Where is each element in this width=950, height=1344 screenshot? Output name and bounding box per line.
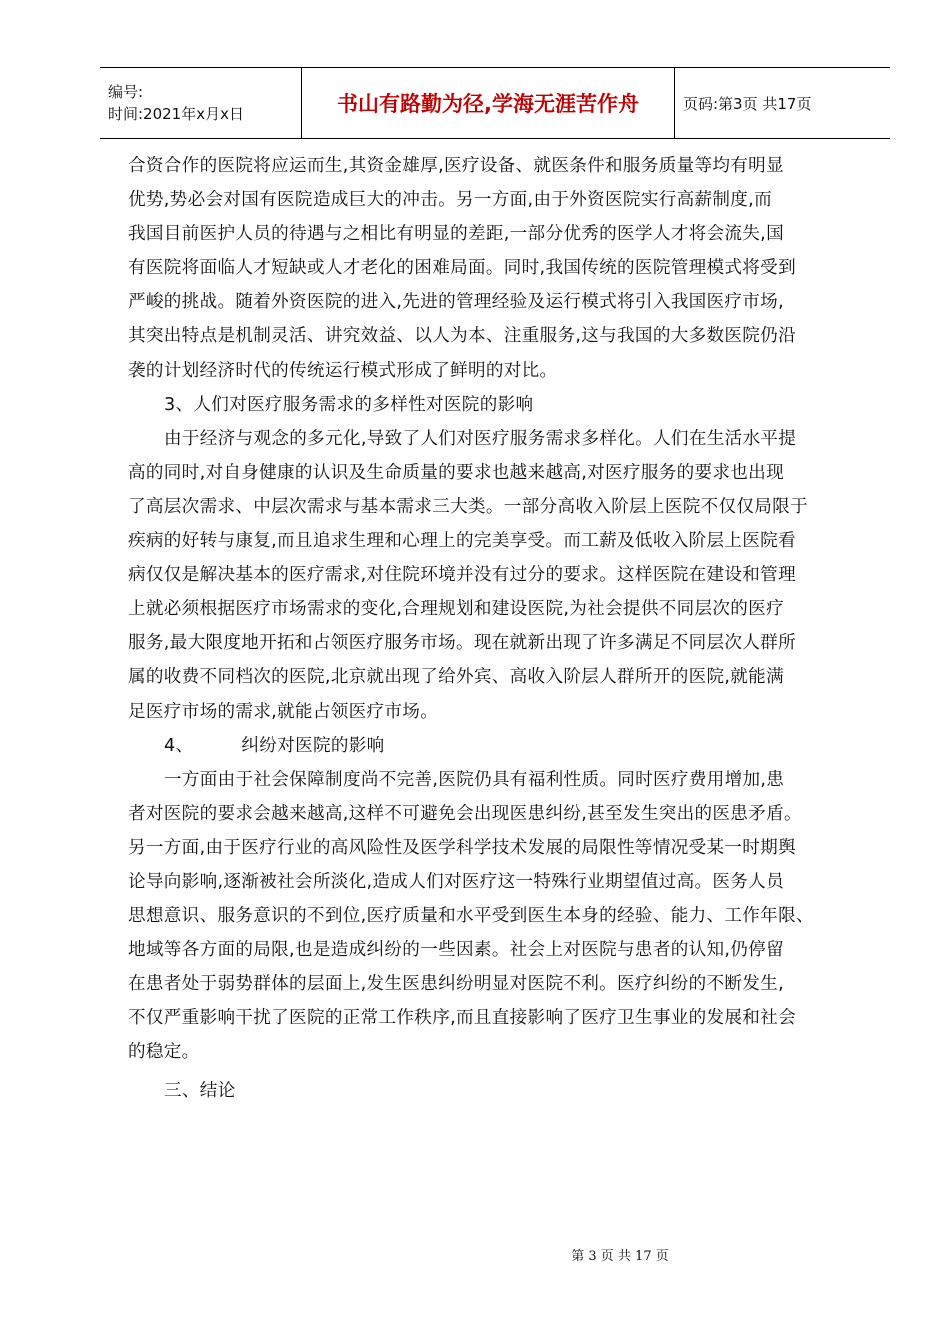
text-line: 不仅严重影响干扰了医院的正常工作秩序,而且直接影响了医疗卫生事业的发展和社会	[128, 1008, 796, 1029]
text-line: 由于经济与观念的多元化,导致了人们对医疗服务需求多样化。人们在生活水平提	[164, 428, 797, 449]
text-line: 者对医院的要求会越来越高,这样不可避免会出现医患纠纷,甚至发生突出的医患矛盾。	[128, 803, 802, 824]
page-footer: 第 3 页 共 17 页	[571, 1249, 669, 1264]
text-line: 病仅仅是解决基本的医疗需求,对住院环境并没有过分的要求。这样医院在建设和管理	[128, 565, 796, 586]
text-line: 有医院将面临人才短缺或人才老化的困难局面。同时,我国传统的医院管理模式将受到	[128, 258, 796, 279]
header-left-cell	[100, 68, 302, 138]
text-line: 其突出特点是机制灵活、讲究效益、以人为本、注重服务,这与我国的大多数医院仍沿	[128, 326, 796, 347]
text-line: 另一方面,由于医疗行业的高风险性及医学科学技术发展的局限性等情况受某一时期舆	[128, 837, 796, 858]
header-table	[100, 67, 890, 139]
text-line: 足医疗市场的需求,就能占领医疗市场。	[128, 701, 439, 722]
section-heading-3: 3、人们对医疗服务需求的多样性对医院的影响	[164, 394, 534, 415]
header-page-info: 页码:第3页 共17页	[683, 94, 812, 113]
text-line: 思想意识、服务意识的不到位,医疗质量和水平受到医生本身的经验、能力、工作年限、	[128, 906, 814, 927]
text-line: 疾病的好转与康复,而且追求生理和心理上的完美享受。而工薪及低收入阶层上医院看	[128, 531, 796, 552]
text-line: 地域等各方面的局限,也是造成纠纷的一些因素。社会上对医院与患者的认知,仍停留	[128, 940, 784, 961]
text-line: 合资合作的医院将应运而生,其资金雄厚,医疗设备、就医条件和服务质量等均有明显	[128, 156, 784, 176]
text-line: 严峻的挑战。随着外资医院的进入,先进的管理经验及运行模式将引入我国医疗市场,	[128, 292, 784, 313]
text-line: 论导向影响,逐渐被社会所淡化,造成人们对医疗这一特殊行业期望值过高。医务人员	[128, 871, 784, 892]
text-line: 一方面由于社会保障制度尚不完善,医院仍具有福利性质。同时医疗费用增加,患	[164, 769, 785, 790]
text-line: 服务,最大限度地开拓和占领医疗服务市场。现在就新出现了许多满足不同层次人群所	[128, 633, 796, 654]
text-line: 的稳定。	[128, 1042, 200, 1063]
section-heading-4	[128, 729, 890, 763]
header-motto: 书山有路勤为径,学海无涯苦作舟	[302, 68, 675, 138]
text-line: 属的收费不同档次的医院,北京就出现了给外宾、高收入阶层人群所开的医院,就能满	[128, 667, 784, 688]
text-line: 上就必须根据医疗市场需求的变化,合理规划和建设医院,为社会提供不同层次的医疗	[128, 599, 784, 620]
text-line: 我国目前医护人员的待遇与之相比有明显的差距,一部分优秀的医学人才将会流失,国	[128, 224, 784, 245]
text-line: 优势,势必会对国有医院造成巨大的冲击。另一方面,由于外资医院实行高薪制度,而	[128, 190, 772, 211]
section-title: 纠纷对医院的影响	[241, 735, 385, 756]
text-line: 袭的计划经济时代的传统运行模式形成了鲜明的对比。	[128, 360, 558, 381]
section-number: 4、	[164, 735, 194, 756]
text-line: 高的同时,对自身健康的认识及生命质量的要求也越来越高,对医疗服务的要求也出现	[128, 462, 784, 483]
document-body	[128, 149, 890, 1108]
text-line: 在患者处于弱势群体的层面上,发生医患纠纷明显对医院不利。医疗纠纷的不断发生,	[128, 974, 784, 995]
section-heading-conclusion: 三、结论	[164, 1080, 236, 1101]
document-number-label: 编号:	[108, 83, 144, 101]
document-time-label: 时间:2021年x月x日	[108, 105, 244, 123]
text-line: 了高层次需求、中层次需求与基本需求三大类。一部分高收入阶层上医院不仅仅局限于	[128, 496, 808, 517]
